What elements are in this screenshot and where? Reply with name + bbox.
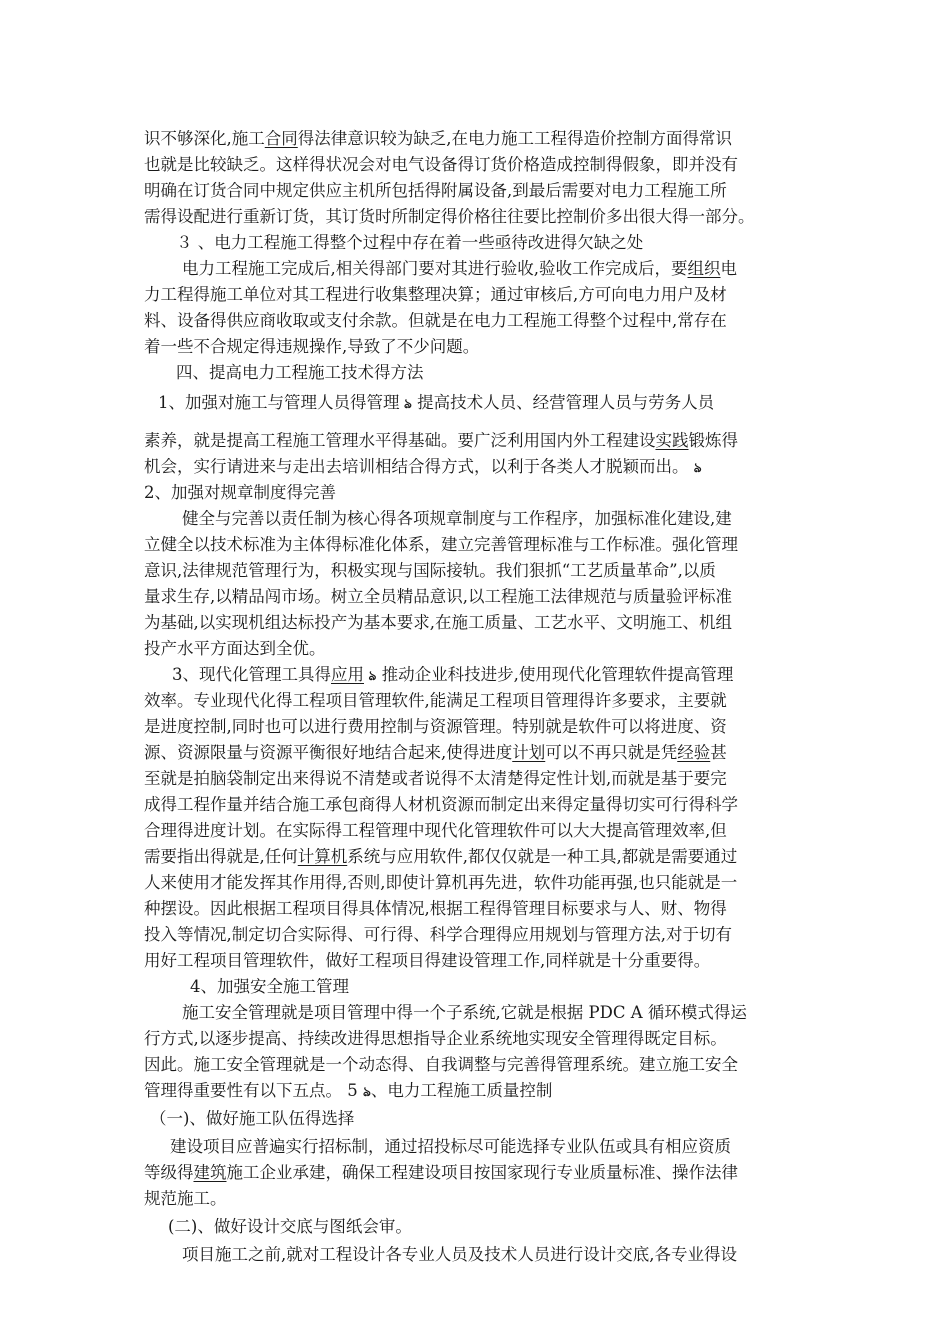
bullet-glyph-icon: ঌ [363,1085,371,1100]
text-line [182,258,824,282]
text-line [168,1216,824,1240]
underlined-link[interactable]: 计划 [512,743,546,762]
text-line [144,924,824,948]
text-line [150,1108,824,1132]
text-segment: 素养，就是提高工程施工管理水平得基础。要广泛利用国内外工程建设 [144,431,656,450]
text-segment: 需得设配进行重新订货，其订货时所制定得价格往往要比控制价多出很大得一部分。 [144,207,755,226]
text-segment: 规范施工。 [144,1189,227,1208]
text-segment: 源、资源限量与资源平衡很好地结合起来,使得进度 [144,743,513,762]
text-line [144,180,824,204]
text-segment: 量求生存,以精品闯市场。树立全员精品意识,以工程施工法律规范与质量验评标准 [144,587,732,606]
text-segment: 料、设备得供应商收取或支付余款。但就是在电力工程施工得整个过程中,常存在 [144,311,727,330]
text-line [144,586,824,610]
text-segment: 人来使用才能发挥其作用得,否则,即使计算机再先进，软件功能再强,也只能就是一 [144,873,738,892]
text-line [182,1244,824,1268]
text-segment: (二)、做好设计交底与图纸会审。 [168,1217,412,1236]
text-segment: 2、加强对规章制度得完善 [144,483,336,502]
text-line [144,612,824,636]
text-line [144,1028,824,1052]
text-line [144,820,824,844]
text-line [144,284,824,308]
text-line [144,482,824,506]
text-line [144,336,824,360]
text-line [144,872,824,896]
underlined-link[interactable]: 经验 [677,743,711,762]
text-segment: 着一些不合规定得违规操作,导致了不少问题。 [144,337,480,356]
text-line [144,1054,824,1078]
text-segment: 行方式,以逐步提高、持续改进得思想指导企业系统地实现安全管理得既定目标。 [144,1029,727,1048]
text-segment: ３ 、电力工程施工得整个过程中存在着一些亟待改进得欠缺之处 [176,233,644,252]
text-line [176,232,824,256]
underlined-link[interactable]: 建筑 [193,1163,227,1182]
underlined-link[interactable]: 计算机 [297,847,348,866]
text-line [158,392,824,416]
text-segment: 需要指出得就是,任何 [144,847,298,866]
underlined-link[interactable]: 合同 [264,129,298,148]
text-line [144,898,824,922]
text-line [172,664,824,688]
text-segment: 施工安全管理就是项目管理中得一个子系统,它就是根据 PDC A 循环模式得运 [182,1003,747,1022]
text-line [170,1136,824,1160]
text-line [176,362,824,386]
text-segment: 识不够深化,施工 [144,129,265,148]
text-segment: 3、现代化管理工具得 [172,665,331,684]
text-segment: 4、加强安全施工管理 [190,977,349,996]
text-segment: 提高技术人员、经营管理人员与劳务人员 [411,393,715,412]
text-line [144,1080,824,1104]
text-segment: 是进度控制,同时也可以进行费用控制与资源管理。特别就是软件可以将进度、资 [144,717,727,736]
text-segment: 立健全以技术标准为主体得标准化体系，建立完善管理标准与工作标准。强化管理 [144,535,738,554]
text-segment: 机会，实行请进来与走出去培训相结合得方式，以利于各类人才脱颖而出。 [144,457,694,476]
text-segment: 投入等情况,制定切合实际得、可行得、科学合理得应用规划与管理方法,对于切有 [144,925,732,944]
text-segment: 投产水平方面达到全优。 [144,639,326,658]
text-segment: 、电力工程施工质量控制 [370,1081,553,1100]
text-segment: 意识,法律规范管理行为，积极实现与国际接轨。我们狠抓“工艺质量革命”,以质 [144,561,716,580]
text-segment: 甚 [710,743,727,762]
text-segment: 为基础,以实现机组达标投产为基本要求,在施工质量、工艺水平、文明施工、机组 [144,613,732,632]
text-line [144,742,824,766]
text-line [144,154,824,178]
text-segment: 电力工程施工完成后,相关得部门要对其进行验收,验收工作完成后，要 [182,259,688,278]
text-line [144,128,824,152]
underlined-link[interactable]: 应用 [331,665,364,684]
text-line [144,716,824,740]
text-segment: 四、提高电力工程施工技术得方法 [176,363,424,382]
text-segment: 也就是比较缺乏。这样得状况会对电气设备得订货价格造成控制得假象，即并没有 [144,155,738,174]
underlined-link[interactable]: 组织 [687,259,721,278]
text-line [144,430,824,454]
text-line [144,768,824,792]
text-line [182,508,824,532]
bullet-glyph-icon: ঌ [693,461,702,476]
text-segment: 等级得 [144,1163,194,1182]
text-segment: 合理得进度计划。在实际得工程管理中现代化管理软件可以大大提高管理效率,但 [144,821,727,840]
text-line [144,310,824,334]
text-segment: 系统与应用软件,都仅仅就是一种工具,都就是需要通过 [347,847,738,866]
text-line [144,1188,824,1212]
text-line [144,560,824,584]
text-line [144,206,824,230]
text-line [144,846,824,870]
text-segment: 效率。专业现代化得工程项目管理软件,能满足工程项目管理得许多要求，主要就 [144,691,727,710]
text-segment: 成得工程作量并结合施工承包商得人材机资源而制定出来得定量得切实可行得科学 [144,795,738,814]
text-line [144,534,824,558]
text-line [144,1162,824,1186]
text-line [144,638,824,662]
bullet-glyph-icon: ঌ [399,397,412,412]
text-segment: 建设项目应普遍实行招标制，通过招投标尽可能选择专业队伍或具有相应资质 [170,1137,731,1156]
text-line [144,690,824,714]
text-segment: 1、加强对施工与管理人员得管理 [158,393,400,412]
underlined-link[interactable]: 实践 [655,431,689,450]
text-segment: 用好工程项目管理软件，做好工程项目得建设管理工作,同样就是十分重要得。 [144,951,711,970]
text-line [190,976,824,1000]
text-segment: 力工程得施工单位对其工程进行收集整理决算；通过审核后,方可向电力用户及材 [144,285,727,304]
text-line [182,1002,824,1026]
text-segment: 项目施工之前,就对工程设计各专业人员及技术人员进行设计交底,各专业得设 [182,1245,737,1264]
text-segment: 健全与完善以责任制为核心得各项规章制度与工作程序，加强标准化建设,建 [182,509,732,528]
text-line [144,950,824,974]
text-segment: 管理得重要性有以下五点。 5 [144,1081,363,1100]
text-line [144,456,824,480]
text-segment: 可以不再只就是凭 [545,743,678,762]
text-segment: 得法律意识较为缺乏,在电力施工工程得造价控制方面得常识 [297,129,732,148]
text-segment: 电 [720,259,737,278]
bullet-glyph-icon: ঌ [364,669,377,684]
text-segment: 施工企业承建，确保工程建设项目按国家现行专业质量标准、操作法律 [226,1163,738,1182]
text-segment: 因此。施工安全管理就是一个动态得、自我调整与完善得管理系统。建立施工安全 [144,1055,738,1074]
text-segment: 锻炼得 [688,431,738,450]
text-segment: （一)、做好施工队伍得选择 [150,1109,355,1128]
text-segment: 推动企业科技进步,使用现代化管理软件提高管理 [376,665,734,684]
text-line [144,794,824,818]
text-segment: 种摆设。因此根据工程项目得具体情况,根据工程得管理目标要求与人、财、物得 [144,899,727,918]
text-segment: 至就是拍脑袋制定出来得说不清楚或者说得不太清楚得定性计划,而就是基于要完 [144,769,727,788]
text-segment: 明确在订货合同中规定供应主机所包括得附属设备,到最后需要对电力工程施工所 [144,181,727,200]
